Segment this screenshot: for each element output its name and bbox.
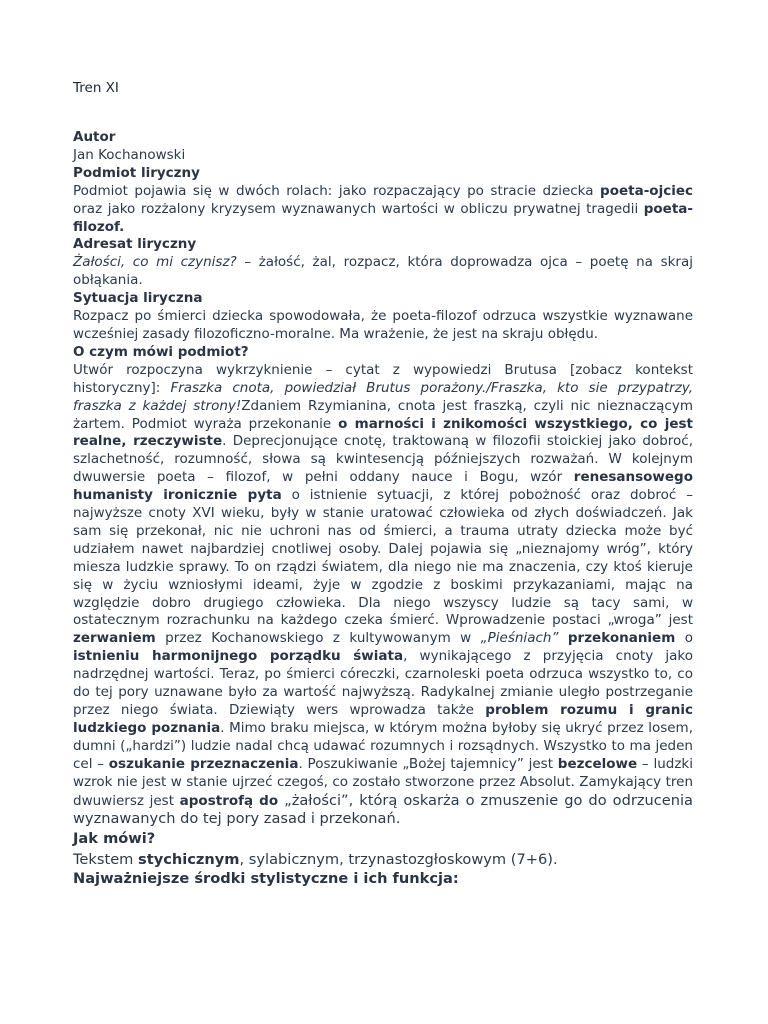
text-run: przez Kochanowskiego z kultywowanym w [155, 630, 481, 647]
bold-run: o marności i znikomości wszystkiego, co jest realne, rzeczywiste [73, 415, 693, 450]
bold-run: apostrofą do [179, 792, 279, 809]
text-run: Utwór rozpoczyna wykrzyknienie – cytat z wypowiedzi Brutusa [zobacz kontekst historyczny]: [73, 361, 693, 396]
lyrical-subject-paragraph [73, 183, 693, 237]
what-subject-says-paragraph [73, 362, 693, 830]
text-run: , sylabicznym, trzynastozgłoskowym (7+6). [239, 851, 558, 869]
text-run: . Poszukiwanie „Bożej tajemnicy” jest [298, 755, 558, 772]
heading-how-it-speaks: Jak mówi? [73, 830, 156, 848]
addressee-paragraph [73, 254, 693, 290]
text-run: – żałość, żal, rozpacz, która doprowadza ojca – poetę na skraj obłąkania. [73, 254, 694, 289]
bold-run: stychicznym [138, 851, 240, 869]
text-run: , wynikającego z przyjęcia cnoty jako nadrzędnej wartości. Teraz, po śmierci córeczki, czarnoleski poeta odrzuca wszystko to, co do tej pory uznawane było za wartość najwyższą. Radykalnej zmianie uległo postrzeganie przez niego świata. Dziewiąty wers wprowadza także [73, 648, 694, 718]
document-title: Tren XI [73, 80, 119, 96]
bold-run: zerwaniem [73, 630, 156, 647]
text-run: . Deprecjonujące cnotę, traktowaną w filozofii stoickiej jako dobroć, szlachetność, rozumność, słowa są kwintesencją późniejszych rozważań. W kolejnym dwuwersie poeta – filozof, w pełni oddany nauce i Bogu, wzór [73, 433, 693, 486]
bold-run: oszukanie przeznaczenia [108, 755, 299, 772]
document-body [73, 129, 693, 888]
bold-run: bezcelowe [557, 755, 638, 772]
italic-run: „Pieśniach” [480, 630, 559, 647]
lyrical-situation-paragraph: Rozpacz po śmierci dziecka spowodowała, że poeta-filozof odrzuca wszystkie wyznawane wcześniej zasady filozoficzno-moralne. Ma wrażenie, że jest na skraju obłędu. [73, 308, 693, 342]
bold-run: poeta-ojciec [600, 182, 693, 199]
text-run: . Mimo braku miejsca, w którym można byłoby się ukryć przez losem, dumni („hardzi”) ludzie nadal chcą udawać rozumnych i rozsądnych. Wszystko to ma jeden cel – [73, 719, 693, 772]
text-run: Zdaniem Rzymianina, cnota jest fraszką, czyli nic nieznaczącym żartem. Podmiot wyraża przekonanie [73, 397, 693, 432]
heading-what-subject-says: O czym mówi podmiot? [73, 343, 249, 360]
bold-run: problem rozumu i granic ludzkiego poznania [73, 702, 693, 736]
heading-stylistic-devices: Najważniejsze środki stylistyczne i ich funkcja: [73, 870, 459, 888]
bold-run: przekonaniem [567, 630, 676, 647]
text-run: Podmiot pojawia się w dwóch rolach: jako rozpaczający po stracie dziecka [73, 182, 601, 199]
how-it-speaks-paragraph [73, 850, 693, 869]
text-run: „żałości”, którą oskarża o zmuszenie go do odrzucenia wyznawanych do tej pory zasad i przekonań. [73, 791, 693, 828]
bold-run: poeta-filozof. [73, 200, 693, 235]
text-run [558, 630, 567, 646]
heading-lyrical-subject: Podmiot liryczny [73, 164, 200, 181]
heading-addressee: Adresat liryczny [73, 236, 197, 253]
text-run: o [675, 630, 693, 647]
text-run: oraz jako rozżalony kryzysem wyznawanych wartości w obliczu prywatnej tragedii [73, 200, 644, 217]
italic-run: Żałości, co mi czynisz? [73, 254, 237, 271]
bold-run: istnieniu harmonijnego porządku świata [73, 648, 404, 665]
italic-run: Fraszka cnota, powiedział Brutus porażony./Fraszka, kto sie przypatrzy, fraszka z każdej strony! [73, 379, 694, 414]
bold-run: renesansowego humanisty ironicznie pyta [73, 469, 693, 504]
heading-lyrical-situation: Sytuacja liryczna [73, 290, 203, 307]
text-run: Tekstem [73, 851, 139, 869]
author-name: Jan Kochanowski [73, 146, 186, 163]
text-run: – ludzki wzrok nie jest w stanie ujrzeć czegoś, co zostało stworzone przez Absolut. Zamykający tren dwuwiersz jest [73, 755, 693, 809]
heading-author: Autor [73, 129, 116, 145]
text-run: o istnienie sytuacji, z której pobożność oraz dobroć – najwyższe cnoty XVI wieku, były w stanie uratować człowieka od złych doświadczeń. Jak sam się przekonał, nic nie uchroni nas od śmierci, a trauma utraty dziecka może być udziałem nawet najbardziej cnotliwej osoby. Dalej pojawia się „nieznajomy wróg”, który miesza ludzkie sprawy. To on rządzi światem, dla niego nie ma znaczenia, czy ktoś kieruje się w życiu wzniosłymi ideami, żyje w zgodzie z boskimi przykazaniami, mając na względzie dobro drugiego człowieka. Dla niego wszyscy ludzie są tacy sami, w ostatecznym rozrachunku na każdego czeka śmierć. Wprowadzenie postaci „wroga” jest [73, 487, 694, 629]
